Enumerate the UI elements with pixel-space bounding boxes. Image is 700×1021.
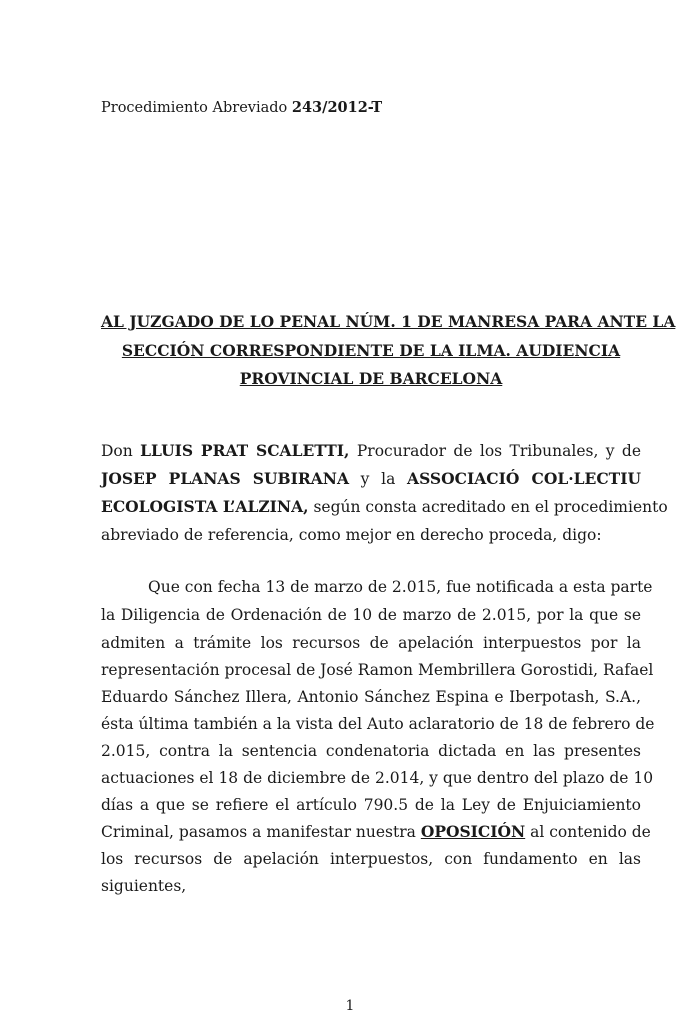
intro-text: según consta acreditado en el procedimiento [308,498,668,516]
page-number: 1 [345,998,355,1014]
procedure-reference [101,95,641,121]
body-line-3: admiten a trámite los recursos de apelación interpuestos por la [101,634,641,652]
procurador-name: LLUIS PRAT SCALETTI, [140,441,350,460]
body-line-11: los recursos de apelación interpuestos, con fundamento en las [101,850,641,868]
body-line-4: representación procesal de José Ramon Membrillera Gorostidi, Rafael [101,661,654,679]
intro-line-2 [101,466,641,492]
heading-line-3: PROVINCIAL DE BARCELONA [239,369,503,388]
intro-text: Don [101,442,141,460]
procedure-label: Procedimiento Abreviado [101,100,292,116]
body-text: al contenido de [525,823,651,841]
association-name: ECOLOGISTA L’ALZINA, [101,497,309,516]
intro-text: y la [348,470,408,488]
association-name: ASSOCIACIÓ COL·LECTIU [407,469,641,488]
body-line-12: siguientes, [101,877,187,895]
intro-text: Procurador de los Tribunales, y de [349,442,642,460]
body-line-8: actuaciones el 18 de diciembre de 2.014, y que dentro del plazo de 10 [101,769,654,787]
procedure-number: 243/2012-T [291,99,383,116]
heading-line-2: SECCIÓN CORRESPONDIENTE DE LA ILMA. AUDIENCIA [121,341,621,360]
opposition-keyword: OPOSICIÓN [420,822,526,841]
body-line-1: Que con fecha 13 de marzo de 2.015, fue notificada a esta parte [148,578,653,596]
body-text: Criminal, pasamos a manifestar nuestra [101,823,421,841]
body-line-6: ésta última también a la vista del Auto aclaratorio de 18 de febrero de [101,715,655,733]
intro-line-4: abreviado de referencia, como mejor en derecho proceda, digo: [101,526,602,544]
heading-line-1: AL JUZGADO DE LO PENAL NÚM. 1 DE MANRESA PARA ANTE LA [101,312,676,331]
body-line-2: la Diligencia de Ordenación de 10 de marzo de 2.015, por la que se [101,606,641,624]
body-line-9: días a que se refiere el artículo 790.5 de la Ley de Enjuiciamiento [101,796,641,814]
body-line-7: 2.015, contra la sentencia condenatoria dictada en las presentes [101,742,641,760]
body-line-5: Eduardo Sánchez Illera, Antonio Sánchez Espina e Iberpotash, S.A., [101,688,641,706]
intro-line-3 [101,494,668,520]
body-line-10 [101,819,651,845]
intro-line-1 [101,438,641,464]
party-name: JOSEP PLANAS SUBIRANA [101,469,349,488]
